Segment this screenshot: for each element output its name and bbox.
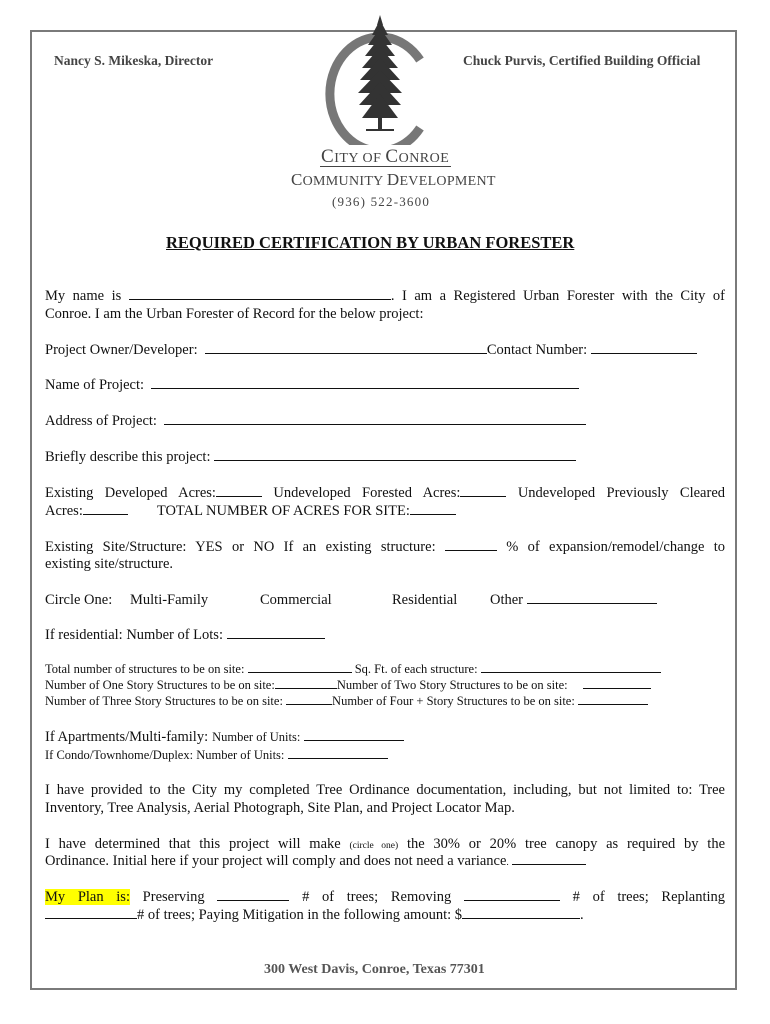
option-residential[interactable]: Residential bbox=[392, 592, 458, 608]
footer-address: 300 West Davis, Conroe, Texas 77301 bbox=[264, 962, 485, 977]
one-story-field[interactable] bbox=[275, 677, 337, 689]
lots-row: If residential: Number of Lots: bbox=[45, 627, 325, 644]
three-four-story-row: Number of Three Story Structures to be on site: Number of Four + Story Structures to be on site: bbox=[45, 693, 648, 709]
lots-field[interactable] bbox=[227, 627, 325, 639]
total-structures-field[interactable] bbox=[248, 661, 352, 673]
two-story-field[interactable] bbox=[583, 677, 651, 689]
option-other: Other bbox=[490, 592, 657, 609]
name-row-line2: Conroe. I am the Urban Forester of Record for the below project: bbox=[45, 306, 424, 322]
condo-row: If Condo/Townhome/Duplex: Number of Units: bbox=[45, 747, 388, 763]
yes-option[interactable]: YES bbox=[195, 539, 223, 555]
sqft-field[interactable] bbox=[481, 661, 661, 673]
no-option[interactable]: NO bbox=[253, 539, 275, 555]
city-tree-logo bbox=[322, 10, 432, 145]
describe-field[interactable] bbox=[214, 449, 576, 461]
initial-field[interactable] bbox=[512, 853, 586, 865]
logo-department-name: COMMUNITY DEVELOPMENT bbox=[291, 170, 496, 189]
developed-acres-field[interactable] bbox=[216, 485, 262, 497]
determined-row: I have determined that this project will make (circle one) the 30% or 20% tree canopy as required by the bbox=[45, 836, 726, 852]
describe-row: Briefly describe this project: bbox=[45, 449, 576, 466]
contact-field[interactable] bbox=[591, 342, 697, 354]
cleared-acres-field[interactable] bbox=[83, 503, 128, 515]
existing-row-line2: existing site/structure. bbox=[45, 556, 174, 572]
logo-city-name: CITY OF CONROE bbox=[321, 146, 450, 167]
three-story-field[interactable] bbox=[286, 693, 332, 705]
condo-units-field[interactable] bbox=[288, 747, 388, 759]
removing-field[interactable] bbox=[464, 889, 560, 901]
one-two-story-row: Number of One Story Structures to be on site: Number of Two Story Structures to be on site: bbox=[45, 677, 651, 693]
provided-row: I have provided to the City my completed Tree Ordinance documentation, including, but not limited to: Tree bbox=[45, 782, 725, 798]
plan-row: My Plan is: Preserving # of trees; Removing # of trees; Replanting bbox=[45, 889, 726, 905]
preserving-field[interactable] bbox=[217, 889, 289, 901]
existing-row: Existing Site/Structure: YES or NO If an existing structure: % of expansion/remodel/change to bbox=[45, 539, 726, 555]
acres-row: Existing Developed Acres: Undeveloped Forested Acres: Undeveloped Previously Cleared bbox=[45, 485, 726, 501]
expansion-pct-field[interactable] bbox=[445, 539, 497, 551]
address-row: Address of Project: bbox=[45, 413, 586, 430]
provided-row-line2: Inventory, Tree Analysis, Aerial Photograph, Site Plan, and Project Locator Map. bbox=[45, 800, 515, 816]
director-name: Nancy S. Mikeska, Director bbox=[54, 53, 214, 68]
building-official-name: Chuck Purvis, Certified Building Official bbox=[463, 53, 701, 68]
forested-acres-field[interactable] bbox=[460, 485, 506, 497]
my-plan-label: My Plan is: bbox=[45, 889, 130, 905]
option-commercial[interactable]: Commercial bbox=[260, 592, 332, 608]
project-name-row: Name of Project: bbox=[45, 377, 579, 394]
total-acres-field[interactable] bbox=[410, 503, 456, 515]
owner-field[interactable] bbox=[205, 342, 487, 354]
owner-row: Project Owner/Developer: Contact Number: bbox=[45, 342, 697, 359]
total-structures-row: Total number of structures to be on site: Sq. Ft. of each structure: bbox=[45, 661, 661, 677]
mitigation-amount-field[interactable] bbox=[462, 907, 580, 919]
logo-divider bbox=[320, 166, 451, 167]
name-field[interactable] bbox=[129, 288, 391, 300]
replanting-field[interactable] bbox=[45, 907, 137, 919]
logo-phone: (936) 522-3600 bbox=[332, 194, 431, 209]
four-story-field[interactable] bbox=[578, 693, 648, 705]
form-title: REQUIRED CERTIFICATION BY URBAN FORESTER bbox=[166, 233, 575, 252]
option-multi-family[interactable]: Multi-Family bbox=[130, 592, 209, 608]
circle-one-label: Circle One: bbox=[45, 592, 113, 608]
acres-row-line2: Acres: TOTAL NUMBER OF ACRES FOR SITE: bbox=[45, 503, 456, 520]
determined-row-line2: Ordinance. Initial here if your project will comply and does not need a variance. bbox=[45, 853, 586, 870]
plan-row-line2: # of trees; Paying Mitigation in the following amount: $ . bbox=[45, 907, 584, 924]
name-row: My name is . I am a Registered Urban Forester with the City of bbox=[45, 288, 726, 304]
other-field[interactable] bbox=[527, 592, 657, 604]
apartments-row: If Apartments/Multi-family: Number of Units: bbox=[45, 728, 404, 746]
address-field[interactable] bbox=[164, 413, 586, 425]
project-name-field[interactable] bbox=[151, 377, 579, 389]
apartment-units-field[interactable] bbox=[304, 729, 404, 741]
